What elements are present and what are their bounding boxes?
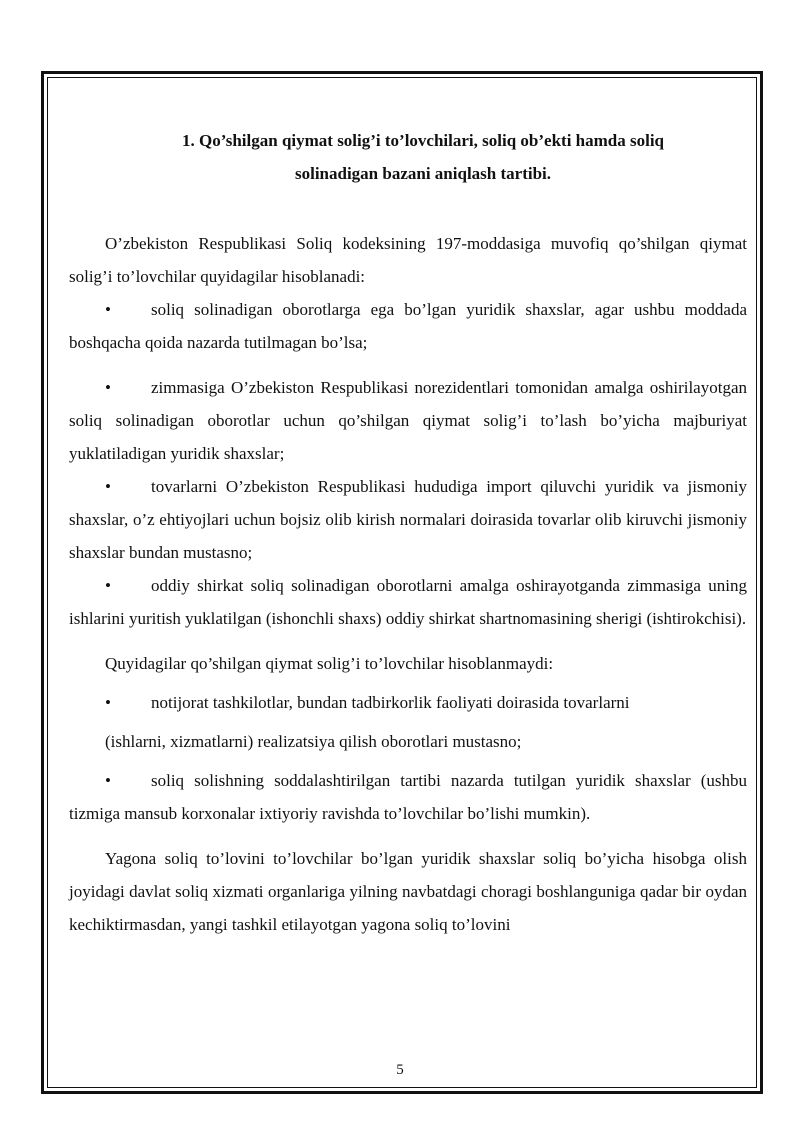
bullet-item-5-continuation: (ishlarni, xizmatlarni) realizatsiya qilish oborotlari mustasno; xyxy=(105,732,522,751)
section-title-line-2: solinadigan bazani aniqlash tartibi. xyxy=(294,164,552,183)
bullet-item-2 xyxy=(69,371,747,470)
bullet-item-6-text: soliq solishning soddalashtirilgan tartibi nazarda tutilgan yuridik shaxslar (ushbu tizmiga mansub korxonalar ixtiyoriy ravishda to’lovchilar bo’lishi mumkin). xyxy=(69,771,747,823)
bullet-item-2-text: zimmasiga O’zbekiston Respublikasi norezidentlari tomonidan amalga oshirilayotgan soliq solinadigan oborotlar uchun qo’shilgan qiymat solig’i to’lash bo’yicha majburiyat yuklatiladigan yuridik shaxslar; xyxy=(69,378,747,463)
bullet-icon: • xyxy=(105,378,111,397)
bullet-icon: • xyxy=(105,576,111,595)
section-title xyxy=(69,124,747,190)
bullet-icon: • xyxy=(105,693,111,712)
bullet-item-4-text: oddiy shirkat soliq solinadigan oborotlarni amalga oshirayotganda zimmasiga uning ishlarini yuritish yuklatilgan (ishonchli shaxs) oddiy shirkat shartnomasining sherigi (ishtirokchisi). xyxy=(69,576,747,628)
bullet-icon: • xyxy=(105,771,111,790)
paragraph-last: Yagona soliq to’lovini to’lovchilar bo’lgan yuridik shaxslar soliq bo’yicha hisobga olish joyidagi davlat soliq xizmati organlariga yilning navbatdagi choragi boshlanguniga qadar bir oydan kechiktirmasdan, yangi tashkil etilayotgan yagona soliq to’lovini xyxy=(69,849,747,934)
page-number: 5 xyxy=(396,1062,404,1078)
section-title-line-1: 1. Qo’shilgan qiymat solig’i to’lovchilari, soliq ob’ekti hamda soliq xyxy=(181,131,665,150)
bullet-item-3-text: tovarlarni O’zbekiston Respublikasi hududiga import qiluvchi yuridik va jismoniy shaxslar, o’z ehtiyojlari uchun bojsiz olib kirish normalari doirasida tovarlar olib kiruvchi jismoniy shaxslar bundan mustasno; xyxy=(69,477,747,562)
paragraph-not-payers: Quyidagilar qo’shilgan qiymat solig’i to’lovchilar hisoblanmaydi: xyxy=(105,654,554,673)
bullet-icon: • xyxy=(105,477,111,496)
bullet-item-1 xyxy=(69,293,747,359)
bullet-item-5 xyxy=(69,686,747,719)
bullet-item-1-text: soliq solinadigan oborotlarga ega bo’lgan yuridik shaxslar, agar ushbu moddada boshqacha qoida nazarda tutilmagan bo’lsa; xyxy=(69,300,747,352)
bullet-icon: • xyxy=(105,300,111,319)
bullet-item-4 xyxy=(69,569,747,635)
bullet-item-3 xyxy=(69,470,747,569)
document-body xyxy=(69,124,747,941)
bullet-item-5-text: notijorat tashkilotlar, bundan tadbirkorlik faoliyati doirasida tovarlarni xyxy=(151,693,630,712)
paragraph-intro: O’zbekiston Respublikasi Soliq kodeksining 197-moddasiga muvofiq qo’shilgan qiymat solig’i to’lovchilar quyidagilar hisoblanadi: xyxy=(69,234,747,286)
bullet-item-6 xyxy=(69,764,747,830)
